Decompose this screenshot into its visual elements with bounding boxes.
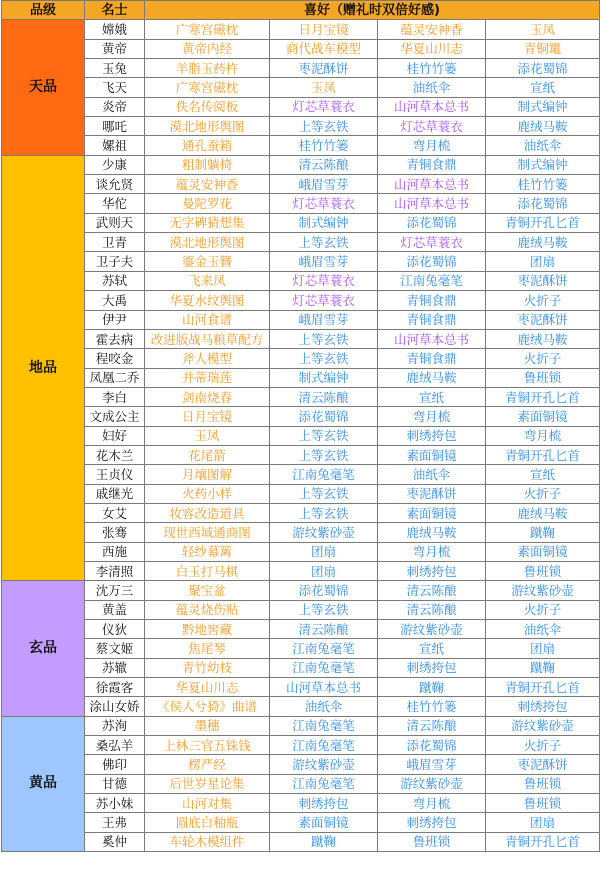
gift-cell: 枣泥酥饼 <box>270 59 378 78</box>
scholar-name: 苏辙 <box>85 658 145 677</box>
gift-cell: 青铜食鼎 <box>378 310 486 329</box>
gift-cell: 火折子 <box>486 484 600 503</box>
gift-cell: 后世岁星论集 <box>145 774 270 793</box>
header-name: 名士 <box>85 1 145 20</box>
scholar-name: 文成公主 <box>85 407 145 426</box>
gift-cell: 添花蜀锦 <box>378 252 486 271</box>
scholar-name: 桑弘羊 <box>85 736 145 755</box>
gift-cell: 灯芯草蓑衣 <box>378 233 486 252</box>
gift-cell: 剑南烧春 <box>145 387 270 406</box>
gift-cell: 蕴灵安神香 <box>145 175 270 194</box>
table-row <box>2 561 600 580</box>
gift-cell: 火折子 <box>486 349 600 368</box>
gift-cell: 羊脂玉药杵 <box>145 59 270 78</box>
gift-cell: 青铜食鼎 <box>378 349 486 368</box>
gift-cell: 鹿绒马鞍 <box>486 233 600 252</box>
gift-cell: 添花蜀锦 <box>378 213 486 232</box>
gift-cell: 车轮木模组件 <box>145 832 270 851</box>
gift-cell: 华夏水纹舆图 <box>145 291 270 310</box>
gift-cell: 鲁班锁 <box>486 794 600 813</box>
gift-cell: 火折子 <box>486 736 600 755</box>
gift-cell: 灯芯草蓑衣 <box>270 291 378 310</box>
gift-cell: 团扇 <box>270 542 378 561</box>
gift-cell: 青铜开孔匕首 <box>486 832 600 851</box>
table-row <box>2 368 600 387</box>
gift-cell: 油纸伞 <box>378 78 486 97</box>
table-row <box>2 639 600 658</box>
gift-cell: 游纹紫砂壶 <box>378 774 486 793</box>
gift-cell: 改进版战马粮草配方 <box>145 329 270 348</box>
table-row <box>2 136 600 155</box>
scholar-name: 女艾 <box>85 503 145 522</box>
scholar-name: 王弗 <box>85 813 145 832</box>
gift-cell: 宣纸 <box>486 78 600 97</box>
table-row <box>2 97 600 116</box>
gift-cell: 日月宝镜 <box>145 407 270 426</box>
gift-cell: 宣纸 <box>378 639 486 658</box>
gift-cell: 制式编钟 <box>486 97 600 116</box>
gift-cell: 飞来凤 <box>145 271 270 290</box>
gift-cell: 山河草本总书 <box>270 678 378 697</box>
gift-cell: 团扇 <box>486 252 600 271</box>
gift-cell: 游纹紫砂壶 <box>378 620 486 639</box>
gift-cell: 蕴灵烧伤贴 <box>145 600 270 619</box>
gift-cell: 枣泥酥饼 <box>486 755 600 774</box>
gift-cell: 灯芯草蓑衣 <box>270 97 378 116</box>
gift-cell: 山河草本总书 <box>378 194 486 213</box>
gift-cell: 玉凤 <box>270 78 378 97</box>
gift-cell: 添花蜀锦 <box>486 194 600 213</box>
gift-cell: 桂竹竹篓 <box>270 136 378 155</box>
gift-cell: 玉凤 <box>486 20 600 39</box>
table-row <box>2 445 600 464</box>
gift-cell: 华夏山川志 <box>145 678 270 697</box>
gift-cell: 山河草本总书 <box>378 329 486 348</box>
scholar-name: 程咬金 <box>85 349 145 368</box>
gift-cell: 上等玄铁 <box>270 329 378 348</box>
gift-cell: 油纸伞 <box>486 620 600 639</box>
header-rank: 品级 <box>2 1 85 20</box>
scholar-name: 徐霞客 <box>85 678 145 697</box>
gift-cell: 游纹紫砂壶 <box>486 581 600 600</box>
table-row <box>2 503 600 522</box>
gift-cell: 鹿绒马鞍 <box>486 117 600 136</box>
gift-cell: 宣纸 <box>486 465 600 484</box>
table-row <box>2 252 600 271</box>
scholar-name: 嫦娥 <box>85 20 145 39</box>
gift-cell: 江南兔毫笔 <box>270 639 378 658</box>
gift-cell: 添花蜀锦 <box>486 59 600 78</box>
gift-cell: 青铜开孔匕首 <box>486 213 600 232</box>
table-row <box>2 523 600 542</box>
gift-cell: 通孔蚕箱 <box>145 136 270 155</box>
tier-label: 黄品 <box>2 716 85 851</box>
gift-cell: 花尾箭 <box>145 445 270 464</box>
table-row <box>2 349 600 368</box>
gift-cell: 峨眉雪芽 <box>270 175 378 194</box>
table-body <box>2 20 600 852</box>
gift-preference-table <box>1 0 600 852</box>
scholar-name: 妇好 <box>85 426 145 445</box>
table-row <box>2 620 600 639</box>
table-row <box>2 39 600 58</box>
gift-cell: 枣泥酥饼 <box>486 310 600 329</box>
gift-cell: 鹿绒马鞍 <box>378 368 486 387</box>
gift-cell: 鲁班锁 <box>486 774 600 793</box>
gift-cell: 蕴灵安神香 <box>378 20 486 39</box>
gift-cell: 添花蜀锦 <box>270 581 378 600</box>
scholar-name: 苏洵 <box>85 716 145 735</box>
gift-cell: 青铜竃 <box>486 39 600 58</box>
gift-cell: 素面铜镜 <box>486 542 600 561</box>
gift-cell: 游纹紫砂壶 <box>486 716 600 735</box>
gift-cell: 清云陈酿 <box>378 600 486 619</box>
scholar-name: 戚继光 <box>85 484 145 503</box>
table-row <box>2 697 600 716</box>
table-row <box>2 542 600 561</box>
scholar-name: 黄帝 <box>85 39 145 58</box>
tier-label: 天品 <box>2 20 85 155</box>
gift-cell: 上等玄铁 <box>270 233 378 252</box>
gift-cell: 蹴鞠 <box>378 678 486 697</box>
tier-label: 地品 <box>2 155 85 581</box>
tier-label: 玄品 <box>2 581 85 716</box>
scholar-name: 少康 <box>85 155 145 174</box>
gift-cell: 制式编钟 <box>270 213 378 232</box>
table-row <box>2 329 600 348</box>
table-row <box>2 484 600 503</box>
table-row <box>2 20 600 39</box>
table-row <box>2 194 600 213</box>
gift-cell: 曼陀罗花 <box>145 194 270 213</box>
table-row <box>2 387 600 406</box>
gift-cell: 峨眉雪芽 <box>270 252 378 271</box>
gift-cell: 墨穗 <box>145 716 270 735</box>
gift-cell: 弯月梳 <box>486 426 600 445</box>
table-row <box>2 736 600 755</box>
gift-cell: 江南兔毫笔 <box>270 716 378 735</box>
table-row <box>2 310 600 329</box>
table-row <box>2 59 600 78</box>
table-row <box>2 755 600 774</box>
gift-cell: 佚名传阅板 <box>145 97 270 116</box>
gift-cell: 鲁班锁 <box>486 368 600 387</box>
gift-cell: 上等玄铁 <box>270 484 378 503</box>
table-row <box>2 600 600 619</box>
gift-cell: 聚宝盆 <box>145 581 270 600</box>
scholar-name: 卫青 <box>85 233 145 252</box>
gift-cell: 刺绣挎包 <box>486 697 600 716</box>
gift-cell: 江南兔毫笔 <box>270 465 378 484</box>
scholar-name: 苏轼 <box>85 271 145 290</box>
gift-cell: 桂竹竹篓 <box>486 175 600 194</box>
gift-cell: 青铜食鼎 <box>378 155 486 174</box>
gift-cell: 现世西域通商图 <box>145 523 270 542</box>
gift-cell: 灯芯草蓑衣 <box>378 117 486 136</box>
gift-cell: 日月宝镜 <box>270 20 378 39</box>
scholar-name: 西施 <box>85 542 145 561</box>
gift-cell: 团扇 <box>486 639 600 658</box>
gift-cell: 无字碑猜想集 <box>145 213 270 232</box>
gift-cell: 火折子 <box>486 291 600 310</box>
table-row <box>2 78 600 97</box>
table-row <box>2 716 600 735</box>
gift-cell: 火折子 <box>486 600 600 619</box>
table-row <box>2 233 600 252</box>
gift-cell: 鹿绒马鞍 <box>486 329 600 348</box>
gift-cell: 团扇 <box>270 561 378 580</box>
gift-cell: 制式编钟 <box>270 368 378 387</box>
gift-cell: 轻纱幕篱 <box>145 542 270 561</box>
table-row <box>2 832 600 851</box>
gift-cell: 广寒宫磁枕 <box>145 78 270 97</box>
scholar-name: 嫘祖 <box>85 136 145 155</box>
gift-cell: 漠北地形舆图 <box>145 117 270 136</box>
scholar-name: 李清照 <box>85 561 145 580</box>
gift-cell: 江南兔毫笔 <box>270 658 378 677</box>
gift-cell: 素面铜镜 <box>486 407 600 426</box>
gift-cell: 上等玄铁 <box>270 600 378 619</box>
gift-cell: 弯月梳 <box>378 794 486 813</box>
scholar-name: 蔡文姬 <box>85 639 145 658</box>
gift-cell: 粗制躺椅 <box>145 155 270 174</box>
gift-cell: 黄帝内经 <box>145 39 270 58</box>
gift-cell: 添花蜀锦 <box>270 407 378 426</box>
scholar-name: 张骞 <box>85 523 145 542</box>
scholar-name: 霍去病 <box>85 329 145 348</box>
gift-cell: 上等玄铁 <box>270 503 378 522</box>
gift-cell: 江南兔毫笔 <box>270 736 378 755</box>
scholar-name: 飞天 <box>85 78 145 97</box>
table-row <box>2 175 600 194</box>
gift-cell: 弯月梳 <box>378 542 486 561</box>
gift-cell: 广寒宫磁枕 <box>145 20 270 39</box>
gift-cell: 刺绣挎包 <box>378 561 486 580</box>
scholar-name: 王贞仪 <box>85 465 145 484</box>
gift-cell: 清云陈酿 <box>270 387 378 406</box>
table-row <box>2 658 600 677</box>
scholar-name: 华佗 <box>85 194 145 213</box>
table-row <box>2 794 600 813</box>
gift-cell: 江南兔毫笔 <box>270 774 378 793</box>
gift-cell: 青铜食鼎 <box>378 291 486 310</box>
gift-cell: 月壤图解 <box>145 465 270 484</box>
gift-cell: 斧人模型 <box>145 349 270 368</box>
table-row <box>2 155 600 174</box>
gift-cell: 上等玄铁 <box>270 445 378 464</box>
scholar-name: 大禹 <box>85 291 145 310</box>
gift-cell: 桂竹竹篓 <box>378 59 486 78</box>
scholar-name: 武则天 <box>85 213 145 232</box>
table-row <box>2 271 600 290</box>
gift-cell: 弯月梳 <box>378 136 486 155</box>
gift-cell: 青铜开孔匕首 <box>486 445 600 464</box>
table-row <box>2 213 600 232</box>
gift-cell: 青铜开孔匕首 <box>486 678 600 697</box>
gift-cell: 鹿绒马鞍 <box>378 523 486 542</box>
gift-cell: 刺绣挎包 <box>270 794 378 813</box>
gift-cell: 青铜开孔匕首 <box>486 387 600 406</box>
gift-cell: 鹿绒马鞍 <box>486 503 600 522</box>
scholar-name: 沈万三 <box>85 581 145 600</box>
table-row <box>2 465 600 484</box>
gift-cell: 山河食谱 <box>145 310 270 329</box>
scholar-name: 甘德 <box>85 774 145 793</box>
gift-cell: 素面铜镜 <box>378 445 486 464</box>
gift-cell: 漠北地形舆图 <box>145 233 270 252</box>
gift-cell: 灯芯草蓑衣 <box>270 194 378 213</box>
gift-cell: 上等玄铁 <box>270 117 378 136</box>
header-preferences: 喜好（赠礼时双倍好感) <box>145 1 600 20</box>
gift-cell: 江南兔毫笔 <box>378 271 486 290</box>
gift-cell: 油纸伞 <box>486 136 600 155</box>
gift-cell: 添花蜀锦 <box>378 736 486 755</box>
scholar-name: 卫子夫 <box>85 252 145 271</box>
gift-cell: 弯月梳 <box>378 407 486 426</box>
table-row <box>2 774 600 793</box>
gift-cell: 游纹紫砂壶 <box>270 755 378 774</box>
scholar-name: 仪狄 <box>85 620 145 639</box>
gift-cell: 枣泥酥饼 <box>486 271 600 290</box>
gift-cell: 蹴鞠 <box>270 832 378 851</box>
gift-cell: 鎏金玉簪 <box>145 252 270 271</box>
gift-cell: 鲁班锁 <box>486 561 600 580</box>
gift-cell: 鲁班锁 <box>378 832 486 851</box>
scholar-name: 涂山女娇 <box>85 697 145 716</box>
scholar-name: 凤凰二乔 <box>85 368 145 387</box>
gift-cell: 清云陈酿 <box>270 620 378 639</box>
gift-cell: 刺绣挎包 <box>378 658 486 677</box>
table-row <box>2 581 600 600</box>
table-row <box>2 117 600 136</box>
scholar-name: 李白 <box>85 387 145 406</box>
gift-cell: 刺绣挎包 <box>378 813 486 832</box>
gift-cell: 楞严经 <box>145 755 270 774</box>
scholar-name: 奚仲 <box>85 832 145 851</box>
gift-cell: 并蒂瑞莲 <box>145 368 270 387</box>
scholar-name: 黄盖 <box>85 600 145 619</box>
gift-cell: 妆容改造道具 <box>145 503 270 522</box>
gift-cell: 圆底白釉瓶 <box>145 813 270 832</box>
gift-cell: 山河对集 <box>145 794 270 813</box>
scholar-name: 哪吒 <box>85 117 145 136</box>
scholar-name: 苏小妹 <box>85 794 145 813</box>
gift-cell: 素面铜镜 <box>270 813 378 832</box>
gift-cell: 团扇 <box>486 813 600 832</box>
gift-cell: 清云陈酿 <box>270 155 378 174</box>
gift-cell: 制式编钟 <box>486 155 600 174</box>
gift-cell: 素面铜镜 <box>378 503 486 522</box>
gift-cell: 焦尾琴 <box>145 639 270 658</box>
gift-cell: 清云陈酿 <box>378 716 486 735</box>
gift-cell: 上等玄铁 <box>270 349 378 368</box>
table-row <box>2 407 600 426</box>
table-row <box>2 426 600 445</box>
gift-cell: 《侯人兮猗》曲谱 <box>145 697 270 716</box>
gift-cell: 枣泥酥饼 <box>378 484 486 503</box>
gift-cell: 玉凤 <box>145 426 270 445</box>
scholar-name: 花木兰 <box>85 445 145 464</box>
gift-cell: 白玉打马棋 <box>145 561 270 580</box>
scholar-name: 炎帝 <box>85 97 145 116</box>
gift-cell: 上林三官五铢钱 <box>145 736 270 755</box>
gift-cell: 华夏山川志 <box>378 39 486 58</box>
gift-cell: 商代战车模型 <box>270 39 378 58</box>
gift-cell: 刺绣挎包 <box>378 426 486 445</box>
scholar-name: 玉兔 <box>85 59 145 78</box>
scholar-name: 谈允贤 <box>85 175 145 194</box>
gift-cell: 游纹紫砂壶 <box>270 523 378 542</box>
gift-cell: 火药小样 <box>145 484 270 503</box>
gift-cell: 峨眉雪芽 <box>378 755 486 774</box>
gift-cell: 青竹幼枝 <box>145 658 270 677</box>
gift-cell: 清云陈酿 <box>378 581 486 600</box>
gift-cell: 山河草本总书 <box>378 97 486 116</box>
scholar-name: 伊尹 <box>85 310 145 329</box>
gift-cell: 桂竹竹篓 <box>378 697 486 716</box>
gift-cell: 油纸伞 <box>270 697 378 716</box>
gift-cell: 上等玄铁 <box>270 426 378 445</box>
header-row <box>2 1 600 20</box>
gift-cell: 山河草本总书 <box>378 175 486 194</box>
gift-cell: 峨眉雪芽 <box>270 310 378 329</box>
gift-cell: 灯芯草蓑衣 <box>270 271 378 290</box>
table-row <box>2 813 600 832</box>
gift-cell: 宣纸 <box>378 387 486 406</box>
gift-cell: 油纸伞 <box>378 465 486 484</box>
gift-cell: 黔地窖藏 <box>145 620 270 639</box>
table-row <box>2 678 600 697</box>
gift-cell: 蹴鞠 <box>486 523 600 542</box>
gift-cell: 蹴鞠 <box>486 658 600 677</box>
table-row <box>2 291 600 310</box>
scholar-name: 佛印 <box>85 755 145 774</box>
